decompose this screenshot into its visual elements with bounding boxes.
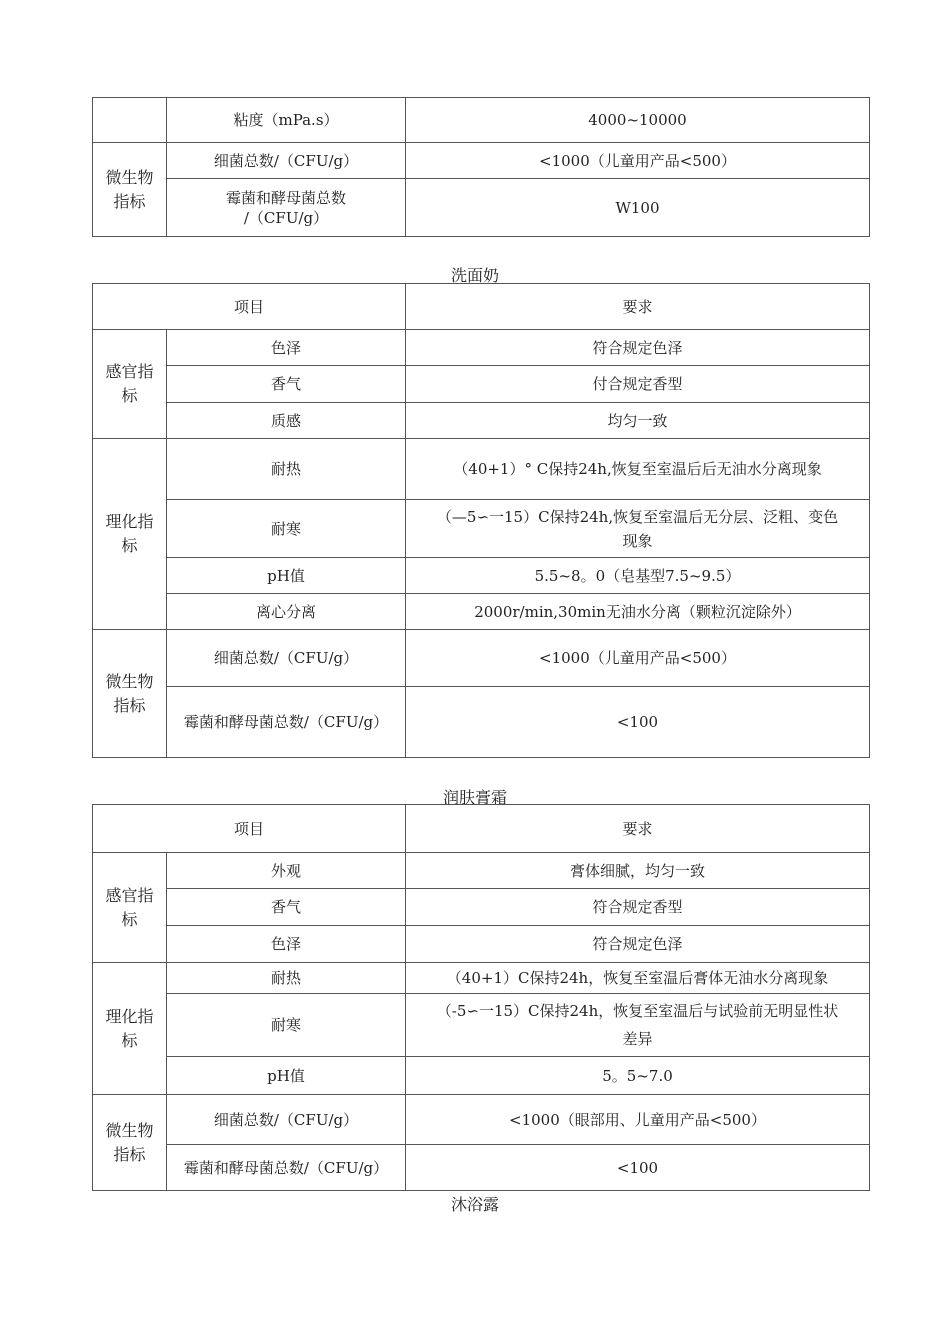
item-cell: 霉菌和酵母菌总数/（CFU/g） [167, 1145, 406, 1191]
category-cell: 微生物 指标 [93, 630, 167, 758]
requirement-cell: （—5∽一15）C保持24h,恢复至室温后无分层、泛粗、变色 现象 [406, 500, 870, 558]
item-cell: 细菌总数/（CFU/g） [167, 1095, 406, 1145]
table-row [93, 963, 870, 994]
table-row [93, 500, 870, 558]
table-row [93, 558, 870, 594]
requirement-cell: 符合规定香型 [406, 889, 870, 926]
item-cell: pH值 [167, 558, 406, 594]
requirement-cell: 符合规定色泽 [406, 926, 870, 963]
item-cell: 质感 [167, 403, 406, 439]
requirement-cell: 均匀一致 [406, 403, 870, 439]
item-cell: 外观 [167, 853, 406, 889]
table-row [93, 926, 870, 963]
table-row [93, 853, 870, 889]
requirement-cell: （-5∽一15）C保持24h，恢复至室温后与试验前无明显性状 差异 [406, 994, 870, 1057]
requirement-cell: 2000r/min,30min无油水分离（颗粒沉淀除外） [406, 594, 870, 630]
requirement-cell: 5。5~7.0 [406, 1057, 870, 1095]
category-cell: 理化指 标 [93, 963, 167, 1095]
requirement-cell: <100 [406, 687, 870, 758]
requirement-cell: 付合规定香型 [406, 366, 870, 403]
section-title: 沐浴露 [450, 1195, 499, 1214]
requirement-cell: <100 [406, 1145, 870, 1191]
table-row [93, 1095, 870, 1145]
requirement-cell: 4000~10000 [406, 98, 870, 143]
table-row [93, 687, 870, 758]
table-row [93, 403, 870, 439]
requirement-cell: 膏体细腻，均匀一致 [406, 853, 870, 889]
category-cell [93, 98, 167, 143]
requirement-cell: <1000（儿童用产品<500） [406, 143, 870, 179]
item-cell: 香气 [167, 889, 406, 926]
table-row [93, 143, 870, 179]
item-cell: 耐热 [167, 439, 406, 500]
table-row [93, 594, 870, 630]
header-item: 项目 [93, 805, 406, 853]
requirement-cell: 5.5~8。0（皂基型7.5~9.5） [406, 558, 870, 594]
table-row [93, 630, 870, 687]
table-header-row [93, 805, 870, 853]
category-cell: 感官指 标 [93, 330, 167, 439]
table-row [93, 994, 870, 1057]
table-row [93, 1057, 870, 1095]
table-header-row [93, 284, 870, 330]
facial-cleanser-table [92, 283, 870, 758]
item-cell: 细菌总数/（CFU/g） [167, 630, 406, 687]
requirement-cell: <1000（儿童用产品<500） [406, 630, 870, 687]
item-cell: 香气 [167, 366, 406, 403]
table-continued [92, 97, 870, 237]
item-cell: 色泽 [167, 926, 406, 963]
requirement-cell: W100 [406, 179, 870, 237]
requirement-cell: 符合规定色泽 [406, 330, 870, 366]
item-cell: 耐寒 [167, 500, 406, 558]
table-row [93, 330, 870, 366]
category-cell: 理化指 标 [93, 439, 167, 630]
table-row [93, 889, 870, 926]
category-cell: 微生物 指标 [93, 143, 167, 237]
section-title: 润肤膏霜 [442, 788, 507, 807]
header-requirement: 要求 [406, 284, 870, 330]
table-row [93, 439, 870, 500]
item-cell: 耐热 [167, 963, 406, 994]
item-cell: 色泽 [167, 330, 406, 366]
item-cell: 霉菌和酵母菌总数 /（CFU/g） [167, 179, 406, 237]
table-row [93, 366, 870, 403]
item-cell: 霉菌和酵母菌总数/（CFU/g） [167, 687, 406, 758]
category-cell: 微生物 指标 [93, 1095, 167, 1191]
requirement-cell: <1000（眼部用、儿童用产品<500） [406, 1095, 870, 1145]
item-cell: 耐寒 [167, 994, 406, 1057]
header-requirement: 要求 [406, 805, 870, 853]
header-item: 项目 [93, 284, 406, 330]
item-cell: pH值 [167, 1057, 406, 1095]
section-title: 洗面奶 [450, 266, 499, 285]
item-cell: 离心分离 [167, 594, 406, 630]
category-cell: 感官指 标 [93, 853, 167, 963]
table-row [93, 98, 870, 143]
table-row [93, 1145, 870, 1191]
item-cell: 粘度（mPa.s） [167, 98, 406, 143]
moisturizer-table [92, 804, 870, 1191]
item-cell: 细菌总数/（CFU/g） [167, 143, 406, 179]
requirement-cell: （40+1）° C保持24h,恢复至室温后后无油水分离现象 [406, 439, 870, 500]
requirement-cell: （40+1）C保持24h，恢复至室温后膏体无油水分离现象 [406, 963, 870, 994]
table-row [93, 179, 870, 237]
